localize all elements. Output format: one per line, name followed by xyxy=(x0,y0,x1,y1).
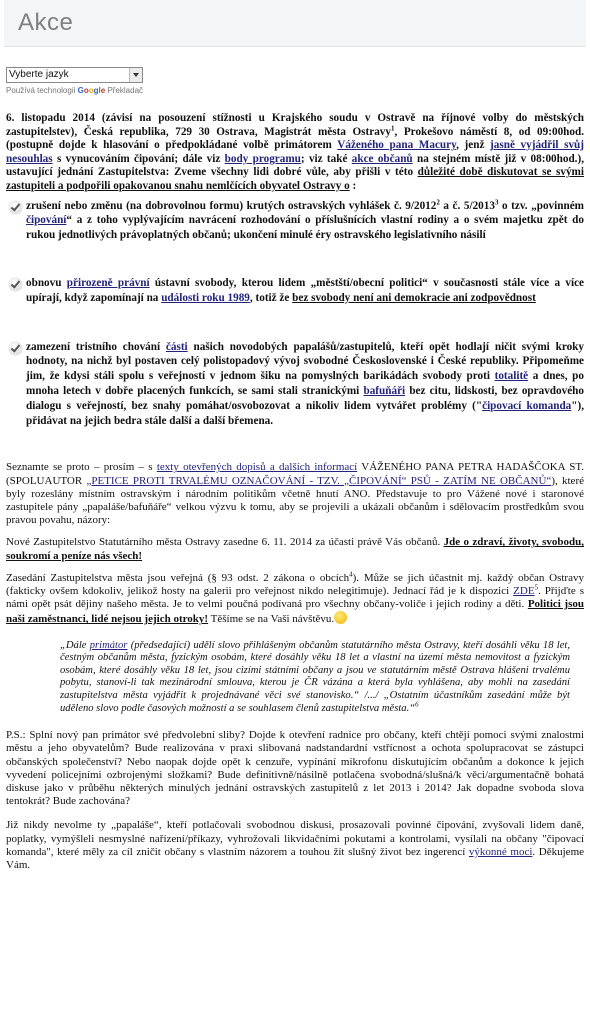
checkmark-icon xyxy=(9,342,22,355)
intro-paragraph: 6. listopadu 2014 (závisí na posouzení stížnosti u Krajského soudu v Ostravě na říjnové volby do městských zastupitelstev), Česká republika, 729 30 Ostrava, Magistrát města Ostravy$^1$, Prokešovo náměstí 8, od 09:00hod. (postupně dojde k hlasování o předpokládané volbě primátorem Váženého pana Macury, jenž jasně vyjádřil svůj nesouhlas s vynucováním čipování; dále viz body programu; viz také akce občanů na stejném místě již v 08:00hod.), ustavující jednání Zastupitelstva: Zveme všechny lidi dobré vůle, aby přišli v této důležité době diskutovat se svými zastupiteli a podpořili opakovanou snahu nemlčících obyvatel Ostravy o : xyxy=(6,112,585,192)
link-mayor[interactable]: Váženého pana Macury xyxy=(337,139,457,152)
article-body xyxy=(6,112,584,872)
page-title: Akce xyxy=(18,9,74,36)
link-chipping-squad[interactable]: čipovací komanda xyxy=(482,399,572,412)
chevron-down-icon[interactable] xyxy=(129,68,142,82)
quote-block: „Dále primátor (předsedající) udělí slovo přihlášeným občanům statutárního města Ostravy, kteří dosáhli věku 18 let, čestným občanům města, fyzickým osobám, které dosáhly věku 18 let a vlastní na území města nemovitost a fyzickým osobám, které dosáhly věku 18 let, jsou cizími státními občany a jsou ve statutárním městě Ostrava hlášeni trvalému pobytu, stanoví-li tak mezinárodní smlouva, kterou je ČR vázána a která byla vyhlášena, aby mohli na zasedání zastupitelstva města vyjádřit k projednávané věci své stanovisko.“ /.../ „Ostatním účastníkům zasedání může být uděleno slovo podle časových možností a se souhlasem členů zastupitelstva města.“$^6$ xyxy=(60,639,570,714)
smiley-icon xyxy=(334,611,347,624)
language-select[interactable] xyxy=(6,67,143,83)
link-program[interactable]: body programu xyxy=(224,152,301,165)
checkmark-icon xyxy=(9,201,22,214)
link-events-1989[interactable]: události roku 1989 xyxy=(161,291,250,304)
language-select-value: Vyberte jazyk xyxy=(9,69,69,80)
list-item: zrušení nebo změnu (na dobrovolnou formu) krutých ostravských vyhlášek č. 9/2012$^2$ a č. 5/2013$^3$ o tzv. „povinném čipování“ a z toho vyplývajícím navrácení rozhodování o příslušnících vlastní rodiny a o svém majetku zpět do rukou jednotlivých právoplatných občanů; ukončení minulé éry ostravského legislativního násilí xyxy=(6,199,584,243)
link-chipping[interactable]: čipování xyxy=(26,214,67,227)
translate-powered-by: Používá technologii Google Překladač xyxy=(6,86,144,95)
paragraph-session: Nové Zastupitelstvo Statutárního města Ostravy zasedne 6. 11. 2014 za účasti právě Vás občanů. Jde o zdraví, životy, svobodu, soukromí a peníze nás všech! xyxy=(6,536,584,562)
link-executive-power[interactable]: výkonné moci xyxy=(468,845,533,858)
link-natural-law[interactable]: přirozeně právní xyxy=(66,276,150,289)
checkmark-icon xyxy=(9,278,22,291)
link-open-letters[interactable]: texty otevřených dopisů a dalších informací xyxy=(156,461,358,474)
page-header xyxy=(4,0,586,47)
link-bafunari[interactable]: bafuňáři xyxy=(363,384,406,397)
link-citizen-action[interactable]: akce občanů xyxy=(351,152,413,165)
link-part[interactable]: části xyxy=(165,340,188,353)
link-totality[interactable]: totalitě xyxy=(494,370,529,383)
google-logo[interactable]: Google xyxy=(77,86,106,95)
paragraph-public: Zasedání Zastupitelstva města jsou veřejná (§ 93 odst. 2 zákona o obcích$^4$). Může se jich účastnit mj. každý občan Ostravy (fakticky ovšem kdokoliv, jelikož hosty na galerii pro veřejnost nikdo nelegitimuje). Jednací řád je k dispozici ZDE$^5$. Přijďte s námi opět psát dějiny našeho města. Je to velmi poučná podívaná pro všechny občany-voliče i jejich rodiny a děti. Politici jsou naši zaměstnanci, lidé nejsou jejich otroky! Těšíme se na Vaši návštěvu. xyxy=(6,570,585,626)
link-petition[interactable]: „PETICE PROTI TRVALÉMU OZNAČOVÁNÍ - TZV. „ČIPOVÁNÍ“ PSŮ - ZATÍM NE OBČANŮ“ xyxy=(86,474,552,487)
paragraph-closing: Již nikdy nevolme ty „papaláše“, kteří potlačovali svobodnou diskusi, prosazovali povinné čipování, zvyšovali lidem daně, poplatky, vymýšleli nesmyslné nařízení/příkazy, vyhrožovali likvidačními pokutami a kontrolami, vysílali na občany "čipovací komanda", které měly za cíl zničit občany s vlastním názorem a touhou žít slušný život bez ingerencí výkonné moci. Děkujeme Vám. xyxy=(6,819,585,871)
paragraph-ps: P.S.: Splní nový pan primátor své předvolební sliby? Dojde k otevření radnice pro občany, kteří chtějí pomoci svými znalostmi městu a jeho obyvatelům? Bude realizována v praxi slibovaná nadstandardní vstřícnost a ochota spolupracovat se zástupci občanských společenství? Nebo naopak dojde opět k cenzuře, vypínání mikrofonu diskutujícím občanům a dokonce k jejich vyvedení policejními ozbrojenými složkami? Bude definitivně/násilně potlačena svobodná/slušná/k věci/argumentačně bohatá diskuse jako v průběhu některých minulých jednání ostravských zastupitelů z let 2013 i 2014? Jak dopadne svoboda slova tentokrát? Bude zachována? xyxy=(6,729,584,808)
paragraph-letters: Seznamte se proto – prosím – s texty otevřených dopisů a dalších informací VÁŽENÉHO PANA PETRA HADAŠČOKA ST. (SPOLUAUTOR „PETICE PROTI TRVALÉMU OZNAČOVÁNÍ - TZV. „ČIPOVÁNÍ“ PSŮ - ZATÍM NE OBČANŮ“), které byly rozeslány místním ostravským i národním politikům včetně hnutí ANO. Představuje to pro Vážené nové i staronové zastupitele pány „papaláše/bafuňáře“ velkou výzvu k tomu, aby se projevili a ukázali občanům i sdělovacím prostředkům svou pravou povahu, názory: xyxy=(6,461,585,527)
link-rules[interactable]: ZDE xyxy=(513,584,535,597)
list-item: zamezení tristního chování části našich novodobých papalášů/zastupitelů, kteří opět hodlají ničit svými kroky hodnoty, na nichž byl postaven celý polistopadový vývoj svobodné Československé i České republiky. Připomeňme jim, že kdysi stáli spolu s veřejností v jednom šiku na pomyslných barikádách svobody proti totalitě a dnes, po mnoha letech v dobře placených funkcích, se sami stali stranickými bafuňáři bez citu, lidskosti, bez opravdového dialogu s veřejností, bez snahy pomáhat/osvobozovat a nikoliv lidem vytvářet problémy ("čipovací komanda"), přidávat na jejich bedra stále další a další břemena. xyxy=(6,340,584,429)
link-mayor-role[interactable]: primátor xyxy=(89,639,128,651)
translate-widget xyxy=(6,67,143,95)
list-item: obnovu přirozeně právní ústavní svobody, kterou lidem „městští/obecní politici“ v současnosti stále více a více upírají, když zapomínají na události roku 1989, totiž že bez svobody není ani demokracie ani zodpovědnost xyxy=(6,276,584,306)
link-disagreement[interactable]: jasně vyjádřil svůj nesouhlas xyxy=(6,139,584,165)
